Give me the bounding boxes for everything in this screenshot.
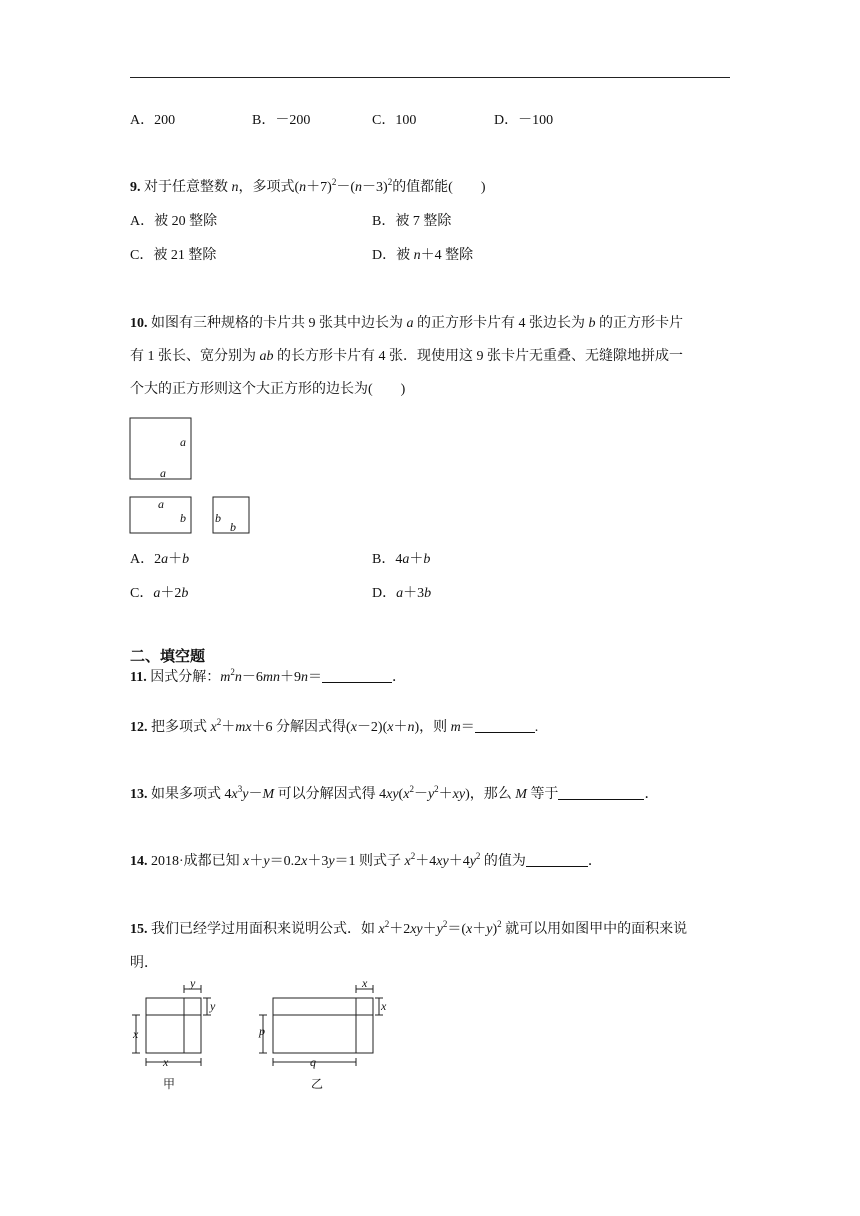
q8-option-d: D．－100 [494, 113, 554, 128]
yi-outer-rect [273, 998, 373, 1053]
q9-stem: 9. 对于任意整数 n，多项式$(n+7)^2-(n-3)^2$的值都能( ) [130, 177, 486, 195]
q15-stem-line2: 明． [130, 956, 158, 971]
q9-option-a: A．被 20 整除 [130, 214, 218, 229]
q14: 14. 2018·成都已知 x＋y＝0.2x＋3y＝1 则式子 $x^2+4xy+4y^2$ 的值为 ． [130, 851, 602, 869]
q10-option-d: D．a＋3b [372, 586, 432, 601]
jia-caption: 甲 [163, 1077, 176, 1091]
square-b-left-label: b [215, 511, 221, 525]
jia-x-bottom-label: x [163, 1055, 169, 1069]
yi-q-bottom-label: q [310, 1055, 316, 1069]
q10-stem-line3: 个大的正方形则这个大正方形的边长为( ) [130, 382, 406, 397]
rect-right-label: b [180, 511, 186, 525]
rect-top-label: a [158, 497, 164, 511]
q8-option-a: A．200 [130, 113, 176, 128]
q10-stem-line1: 10. 如图有三种规格的卡片共 9 张其中边长为 a 的正方形卡片有 4 张边长为 b 的正方形卡片 [130, 316, 683, 331]
jia-outer-square [146, 998, 201, 1053]
yi-x-top-label: x [362, 976, 368, 990]
section-heading: 二、填空题 [130, 647, 206, 665]
q10-option-a: A．2a＋b [130, 552, 190, 567]
q11: 11. 因式分解：$m^2n-6mn+9n=$ ． [130, 667, 406, 685]
q10-option-b: B．4a＋b [372, 552, 431, 567]
q9-option-b: B．被 7 整除 [372, 214, 452, 229]
q10-stem-line2: 有 1 张长、宽分别为 ab 的长方形卡片有 4 张．现使用这 9 张卡片无重叠、无缝隙地拼成一 [130, 349, 683, 364]
yi-x-right-label: x [381, 999, 387, 1013]
yi-p-left-label: p [259, 1024, 265, 1038]
jia-y-right-label: y [210, 999, 216, 1013]
yi-caption: 乙 [311, 1077, 324, 1091]
q12: 12. 把多项式 $x^2+mx+6$ 分解因式得(x－2)(x＋n)，则 m＝ . [130, 717, 539, 735]
q15-stem-line1: 15. 我们已经学过用面积来说明公式．如 $x^2+2xy+y^2=(x+y)^2$ 就可以用如图甲中的面积来说 [130, 919, 688, 937]
square-a-side-label: a [180, 435, 186, 449]
q8-option-b: B．－200 [252, 113, 311, 128]
square-a-bottom-label: a [160, 466, 166, 480]
q8-option-c: C．100 [372, 113, 417, 128]
figure-yi [259, 985, 383, 1066]
q9-option-d: D．被 n＋4 整除 [372, 248, 474, 263]
jia-y-top-label: y [190, 976, 196, 990]
q10-option-c: C．a＋2b [130, 586, 189, 601]
figure-jia [132, 985, 211, 1066]
q13: 13. 如果多项式 $4x^3y-M$ 可以分解因式得 $4xy(x^2-y^2+xy)$，那么 M 等于 ． [130, 784, 659, 802]
jia-x-left-label: x [133, 1027, 139, 1041]
q9-option-c: C．被 21 整除 [130, 248, 217, 263]
square-b-bottom-label: b [230, 520, 236, 534]
